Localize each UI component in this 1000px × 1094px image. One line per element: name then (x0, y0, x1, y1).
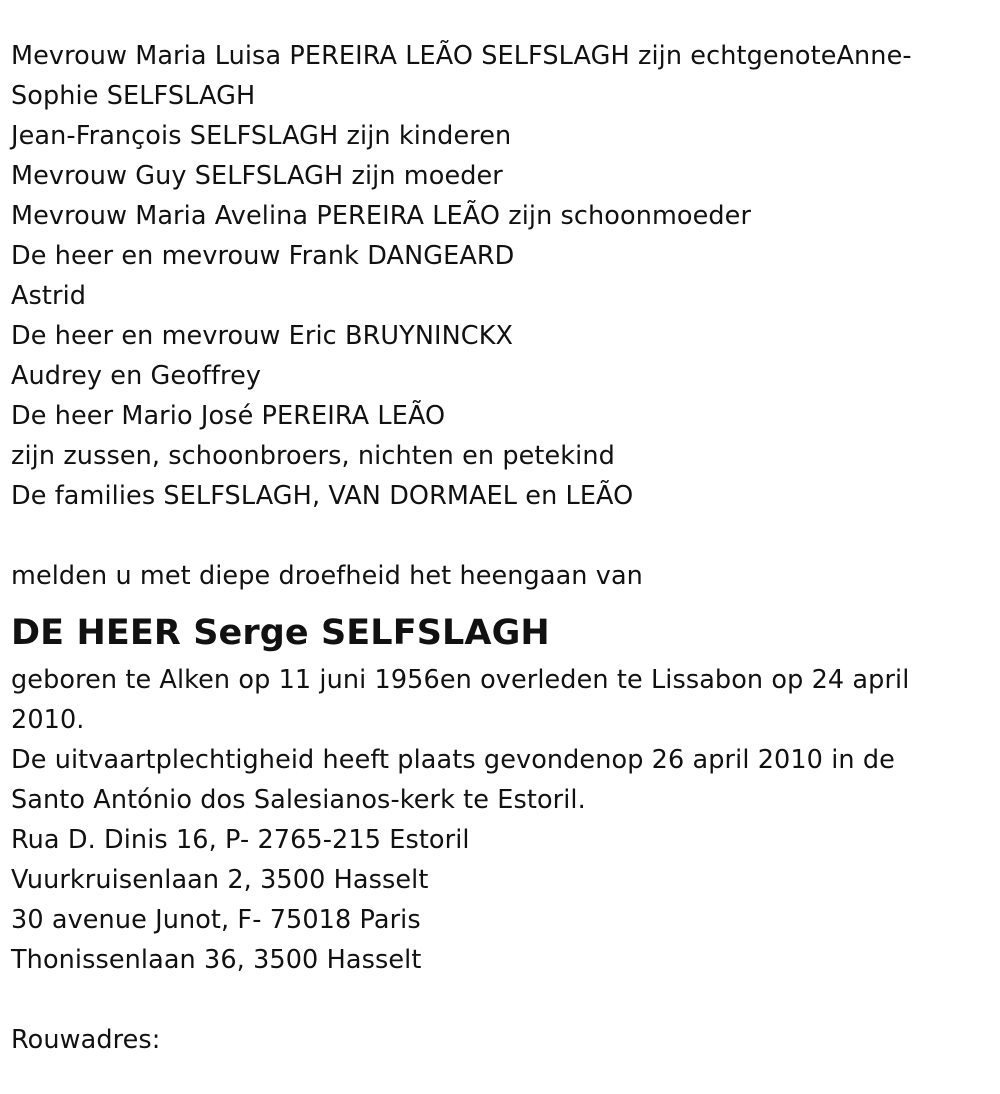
family-list (11, 36, 971, 516)
family-line: De heer en mevrouw Frank DANGEARD (11, 241, 515, 271)
family-line: zijn zussen, schoonbroers, nichten en petekind (11, 441, 615, 471)
obituary-notice (11, 36, 971, 1060)
family-line: Astrid (11, 281, 87, 311)
family-line: De families SELFSLAGH, VAN DORMAEL en LEÃO (11, 481, 634, 511)
family-line: Mevrouw Maria Avelina PEREIRA LEÃO zijn schoonmoeder (11, 201, 752, 231)
family-line: Sophie SELFSLAGH (11, 81, 256, 111)
address-line: 30 avenue Junot, F- 75018 Paris (11, 905, 421, 935)
birth-death-line: 2010. (11, 705, 85, 735)
family-line: De heer en mevrouw Eric BRUYNINCKX (11, 321, 514, 351)
spacer (11, 516, 971, 556)
address-line: Thonissenlaan 36, 3500 Hasselt (11, 945, 422, 975)
family-line: Mevrouw Guy SELFSLAGH zijn moeder (11, 161, 503, 191)
address-line: Vuurkruisenlaan 2, 3500 Hasselt (11, 865, 429, 895)
funeral-line: De uitvaartplechtigheid heeft plaats gevondenop 26 april 2010 in de (11, 745, 895, 775)
birth-death-line: geboren te Alken op 11 juni 1956en overleden te Lissabon op 24 april (11, 665, 910, 695)
address-line: Rua D. Dinis 16, P- 2765-215 Estoril (11, 825, 470, 855)
announcement-text: melden u met diepe droefheid het heengaan van (11, 561, 643, 591)
family-line: De heer Mario José PEREIRA LEÃO (11, 401, 446, 431)
family-line: Audrey en Geoffrey (11, 361, 262, 391)
family-line: Jean-François SELFSLAGH zijn kinderen (11, 121, 512, 151)
funeral-line: Santo António dos Salesianos-kerk te Estoril. (11, 785, 586, 815)
deceased-name: DE HEER Serge SELFSLAGH (11, 613, 550, 653)
spacer (11, 980, 971, 1020)
address-list (11, 820, 971, 980)
mourning-address-label: Rouwadres: (11, 1025, 161, 1055)
family-line: Mevrouw Maria Luisa PEREIRA LEÃO SELFSLAGH zijn echtgenoteAnne- (11, 41, 912, 71)
